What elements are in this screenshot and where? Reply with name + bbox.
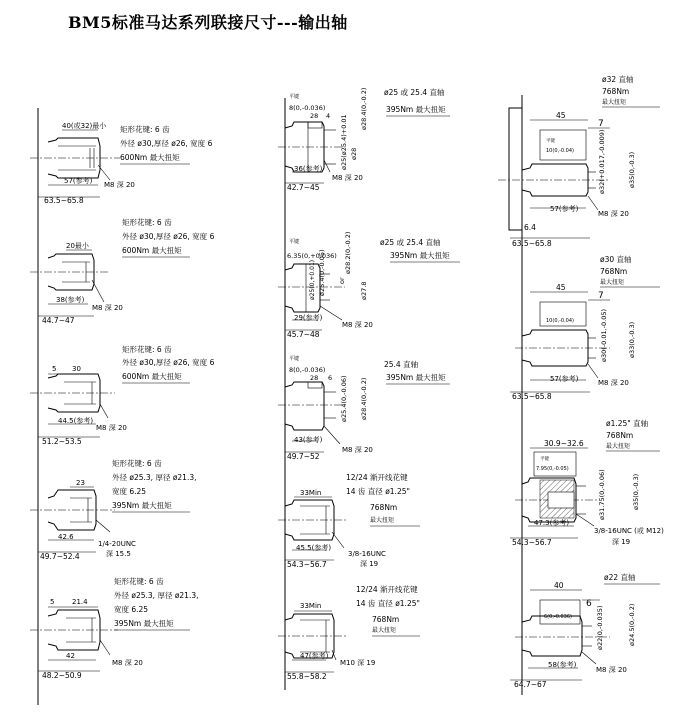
dim-c2c-thread: M8 深 20	[342, 446, 373, 454]
spec-c1b	[122, 217, 215, 257]
dim-c3a-key-tol: 10(0,-0.04)	[546, 148, 574, 154]
dim-c1e-top-a: 5	[50, 598, 55, 606]
spec-c1a-line3: 600Nm 最大扭矩	[120, 153, 180, 162]
dim-c3d-key: 6	[586, 599, 592, 609]
dim-c2c-dia2: ø28.4(0,-0.2)	[360, 377, 368, 420]
spec-c1c-line3: 600Nm 最大扭矩	[122, 372, 182, 381]
dim-c1d-total: 49.7~52.4	[40, 552, 80, 561]
dim-c3c-key-tol: 7.95(0,-0.05)	[536, 466, 569, 472]
dim-c2d-len: 45.5(参考)	[296, 544, 332, 552]
dim-c1c-top-b: 30	[72, 365, 81, 373]
dim-c2b-thread: M8 深 20	[342, 321, 373, 329]
dim-c2a-dia1: ø25(ø25.4)+0.01	[340, 114, 348, 170]
dim-c2a-key-depth: 4	[326, 112, 331, 120]
dim-c3a-dia1: ø32(+0.017,-0.009)	[598, 129, 606, 194]
svg-text:平键: 平键	[289, 356, 300, 362]
spec-c3d	[604, 572, 660, 584]
dim-c1d-len: 42.6	[58, 533, 74, 541]
dim-c3a-total: 63.5~65.8	[512, 239, 552, 248]
spec-c2e	[356, 584, 420, 636]
dim-c2e-total: 55.8~58.2	[287, 672, 327, 681]
dim-c3c-depth: 深 19	[612, 538, 631, 546]
spec-c3a-line2: 768Nm	[602, 87, 630, 96]
dim-c3b-key: 7	[598, 291, 604, 301]
spec-c1d	[112, 458, 197, 512]
dim-c2b-dia4: ø27.8	[360, 281, 368, 300]
page-title: BM5标准马达系列联接尺寸---输出轴	[68, 13, 348, 32]
shaft-drawing-c2e	[278, 602, 375, 681]
dim-c2b-dia1: ø25(0,+0.01)	[309, 259, 316, 300]
dim-c3b-dia2: ø33(0,-0.3)	[628, 321, 636, 358]
spec-c1b-line2: 外径 ø30,厚径 ø26, 宽度 6	[122, 232, 215, 241]
spec-c2e-line1: 12/24 渐开线花键	[356, 585, 418, 594]
dim-c1d-thread: 1/4-20UNC	[98, 540, 136, 548]
dim-c1e-top-b: 21.4	[72, 598, 88, 606]
dim-c1d-depth: 深 15.5	[106, 550, 131, 558]
svg-text:平键: 平键	[546, 139, 555, 144]
dim-c3c-dia2: ø35(0,-0.3)	[632, 473, 640, 510]
dim-c1a-total: 63.5~65.8	[44, 196, 84, 205]
spec-c1a-line2: 外径 ø30,厚径 ø26, 宽度 6	[120, 139, 213, 148]
spec-c2d-line4: 最大扭矩	[370, 517, 395, 524]
shaft-drawing-c2d	[278, 489, 386, 569]
dim-c3a-key: 7	[598, 119, 604, 129]
shaft-drawing-c2a	[278, 88, 368, 192]
dim-c3a-flange: 6.4	[524, 223, 536, 232]
dim-c2a-dia3: ø28	[350, 147, 358, 160]
spec-c1b-line3: 600Nm 最大扭矩	[122, 246, 182, 255]
spec-c3c-line3: 最大扭矩	[606, 443, 631, 450]
dim-c2b-key-tol: 6.35(0,+0.036)	[287, 252, 337, 260]
spec-c2a-line1: ø25 或 25.4 直轴	[384, 88, 445, 97]
dim-c3d-total: 64.7~67	[514, 680, 547, 689]
dim-c3d-dia2: ø24.5(0,-0.2)	[628, 603, 636, 646]
dim-c3b-thread: M8 深 20	[598, 379, 629, 387]
dim-c3b-key-tol: 10(0,-0.04)	[546, 318, 574, 324]
dim-c3d-len: 58(参考)	[548, 661, 577, 669]
spec-c3a	[602, 74, 660, 107]
dim-c2a-len: 36(参考)	[294, 165, 323, 173]
spec-c1c-line1: 矩形花键: 6 齿	[122, 345, 172, 354]
dim-c2c-key-depth: 6	[328, 374, 333, 382]
dim-c1c-thread: M8 深 20	[96, 424, 127, 432]
dim-c2b-len: 29(参考)	[294, 314, 323, 322]
spec-c1d-line4: 395Nm 最大扭矩	[112, 501, 172, 510]
spec-c3b-line2: 768Nm	[600, 267, 628, 276]
dim-c1c-top-a: 5	[52, 365, 57, 373]
spec-c1e-line1: 矩形花键: 6 齿	[114, 577, 164, 586]
dim-c1e-thread: M8 深 20	[112, 659, 143, 667]
dim-c2d-thread: 3/8-16UNC	[348, 550, 386, 558]
spec-c2e-line4: 最大扭矩	[372, 627, 397, 634]
spec-c2e-line3: 768Nm	[372, 615, 400, 624]
dim-c1a-thread: M8 深 20	[104, 181, 135, 189]
dim-c1e-total: 48.2~50.9	[42, 671, 82, 680]
shaft-drawing-c3b	[510, 283, 636, 401]
dim-c2e-thread: M10 深 19	[340, 659, 376, 667]
spec-c2e-line2: 14 齿 直径 ø1.25"	[356, 599, 420, 608]
dim-c1e-len: 42	[66, 652, 75, 660]
spec-c1a	[120, 124, 213, 164]
shaft-drawing-c3c	[510, 439, 664, 547]
dim-c1a-top: 40(或32)最小	[62, 122, 107, 130]
dim-c3d-top: 40	[554, 581, 564, 590]
dim-c1c-total: 51.2~53.5	[42, 437, 82, 446]
dim-c3a-len: 57(参考)	[550, 205, 579, 213]
spec-c2d	[346, 472, 420, 526]
svg-text:平键: 平键	[289, 94, 300, 100]
dim-c2c-dia1: ø25.4(0,-0.06)	[340, 375, 348, 422]
dim-c3d-dia1: ø22(0,-0.035)	[596, 605, 604, 650]
dim-c1b-len: 38(参考)	[56, 296, 85, 304]
dim-c2b-or: or	[338, 277, 346, 284]
dim-c3d-thread: M8 深 20	[596, 666, 627, 674]
spec-c3c-line2: 768Nm	[606, 431, 634, 440]
dim-c2d-top: 33Min	[300, 489, 322, 497]
dim-c3b-total: 63.5~65.8	[512, 392, 552, 401]
spec-c3c-line1: ø1.25" 直轴	[606, 419, 649, 428]
mounting-flange	[509, 108, 522, 230]
dim-c3b-dia1: ø30(-0.01,-0.05)	[600, 308, 608, 362]
shaft-drawing-c3d	[510, 581, 636, 689]
dim-c2c-len: 43(参考)	[294, 436, 323, 444]
dim-c3a-dia2: ø35(0,-0.3)	[628, 151, 636, 188]
dim-c2c-key-tol: 8(0,-0.036)	[289, 366, 326, 374]
dim-c2c-key-top: 28	[310, 374, 319, 382]
spec-c1c	[122, 344, 215, 383]
shaft-drawing-c3a	[498, 111, 636, 248]
dim-c3b-top: 45	[556, 283, 566, 292]
dim-c2b-dia3: ø28.2(0,-0.2)	[344, 231, 352, 274]
dim-c2a-thread: M8 深 20	[332, 174, 363, 182]
spec-c2b	[380, 237, 460, 262]
spec-c1a-line1: 矩形花键: 6 齿	[120, 125, 170, 134]
spec-c1c-line2: 外径 ø30,厚径 ø26, 宽度 6	[122, 358, 215, 367]
dim-c3a-top: 45	[556, 111, 566, 120]
dim-c2e-top: 33Min	[300, 602, 322, 610]
dim-c1b-thread: M8 深 20	[92, 304, 123, 312]
spec-c2b-line2: 395Nm 最大扭矩	[390, 251, 450, 260]
dim-c2b-total: 45.7~48	[287, 330, 320, 339]
dim-c2d-depth: 深 19	[360, 560, 379, 568]
dim-c1b-total: 44.7~47	[42, 316, 75, 325]
dim-c3c-thread: 3/8-16UNC (或 M12)	[594, 527, 664, 535]
spec-c2d-line1: 12/24 渐开线花键	[346, 473, 408, 482]
spec-c2a-line2: 395Nm 最大扭矩	[386, 105, 446, 114]
shaft-drawing-c2c	[278, 355, 373, 461]
svg-text:平键: 平键	[289, 239, 300, 245]
spec-c3b-line1: ø30 直轴	[600, 255, 632, 264]
dim-c3c-dia1: ø31.75(0,-0.06)	[598, 469, 606, 520]
dim-c2a-key-top: 28	[310, 112, 319, 120]
dim-c1b-top: 20最小	[66, 242, 89, 250]
dim-c3c-len: 47.3(参考)	[534, 519, 570, 527]
spec-c1d-line2: 外径 ø25.3, 厚径 ø21.3,	[112, 473, 197, 482]
spec-c2c	[384, 359, 450, 384]
dim-c3a-thread: M8 深 20	[598, 210, 629, 218]
dim-c3d-key-tol: 6(0,-0.036)	[544, 614, 572, 620]
shaft-drawing-c1c	[30, 365, 127, 446]
shaft-drawing-c1b	[30, 241, 123, 325]
spec-c3b-line3: 最大扭矩	[600, 279, 625, 286]
dim-c3b-len: 57(参考)	[550, 375, 579, 383]
dim-c3c-top: 30.9~32.6	[544, 439, 584, 448]
spec-c1e-line2: 外径 ø25.3, 厚径 ø21.3,	[114, 591, 199, 600]
spec-c3a-line1: ø32 直轴	[602, 75, 634, 84]
spec-c1d-line3: 宽度 6.25	[112, 487, 147, 496]
dim-c2e-len: 47(参考)	[300, 652, 329, 660]
dim-c1c-len: 44.5(参考)	[58, 417, 94, 425]
dim-c2a-key-tol: 8(0,-0.036)	[289, 104, 326, 112]
spec-c1b-line1: 矩形花键: 6 齿	[122, 218, 172, 227]
spec-c3c	[606, 418, 660, 451]
spec-c2b-line1: ø25 或 25.4 直轴	[380, 238, 441, 247]
spec-c2a	[384, 87, 450, 116]
dim-c2a-total: 42.7~45	[287, 183, 320, 192]
dim-c2b-dia2: ø25.4(0,-0.05)	[318, 249, 326, 296]
spec-c3d-line1: ø22 直轴	[604, 573, 636, 582]
shaft-drawing-c2b	[278, 232, 373, 339]
dim-c3c-total: 54.3~56.7	[512, 538, 552, 547]
spec-c2d-line2: 14 齿 直径 ø1.25"	[346, 487, 410, 496]
spec-c3a-line3: 最大扭矩	[602, 99, 627, 106]
dim-c2d-total: 54.3~56.7	[287, 560, 327, 569]
svg-text:平键: 平键	[540, 457, 549, 462]
dim-c1a-len: 57(参考)	[64, 177, 93, 185]
spec-c3b	[600, 254, 660, 287]
dim-c1d-top: 23	[76, 479, 85, 487]
spec-c1d-line1: 矩形花键: 6 齿	[112, 459, 162, 468]
spec-c1e-line3: 宽度 6.25	[114, 605, 149, 614]
spec-c2d-line3: 768Nm	[370, 503, 398, 512]
spec-c2c-line1: 25.4 直轴	[384, 360, 419, 369]
spec-c1e	[114, 576, 199, 630]
spec-c2c-line2: 395Nm 最大扭矩	[386, 373, 446, 382]
dim-c2a-dia2: ø28.4(0,-0.2)	[360, 87, 368, 130]
dim-c2c-total: 49.7~52	[287, 452, 320, 461]
spec-c1e-line4: 395Nm 最大扭矩	[114, 619, 174, 628]
